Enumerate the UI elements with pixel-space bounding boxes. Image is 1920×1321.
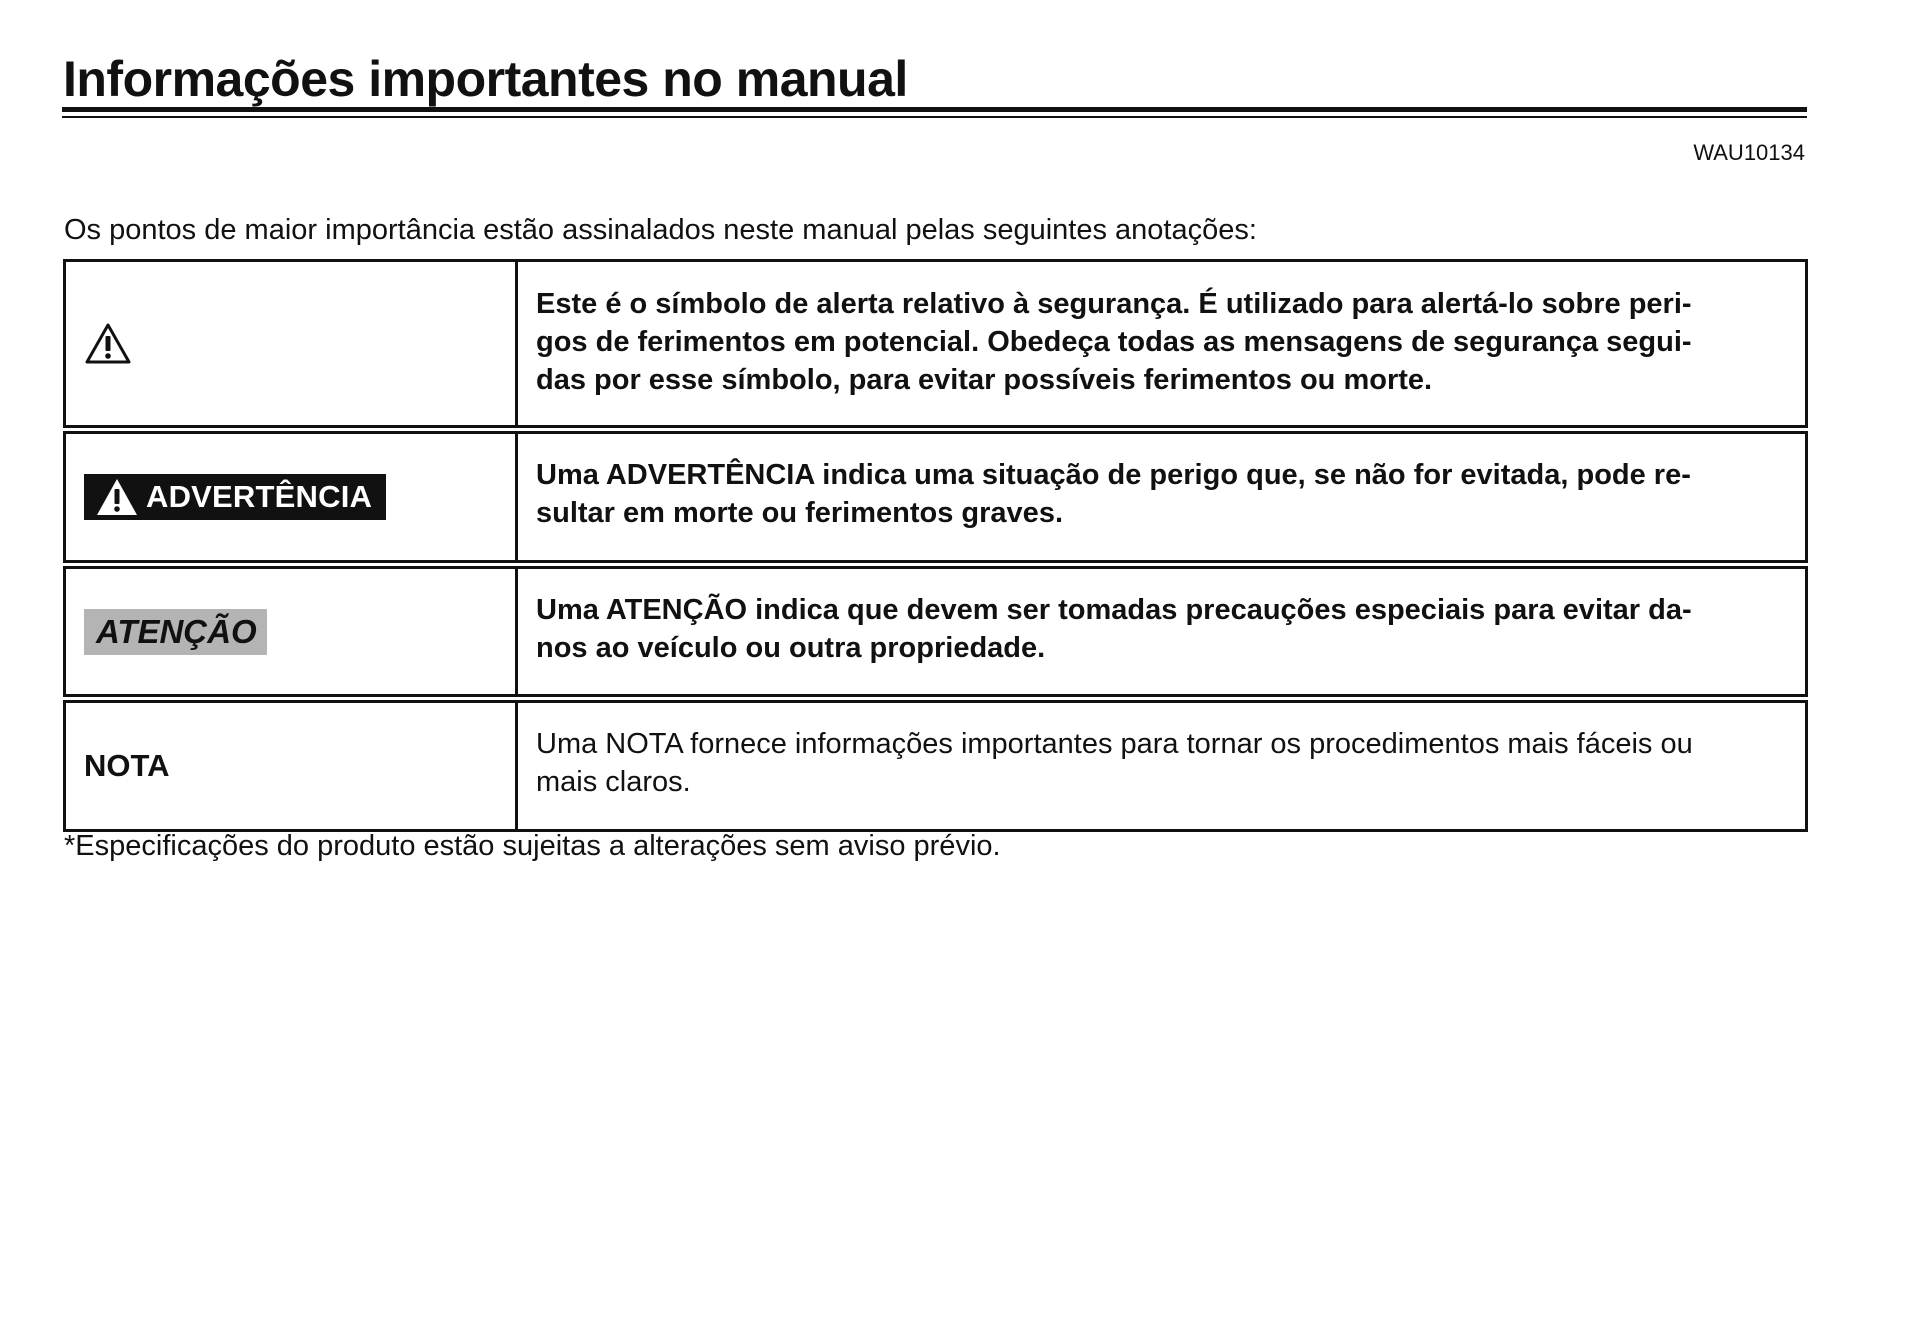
document-code: WAU10134 <box>1693 140 1805 165</box>
warning-badge <box>84 474 386 520</box>
notice-warning-line: sultar em morte ou ferimentos graves. <box>536 497 1063 529</box>
notice-note-line: mais claros. <box>536 766 691 798</box>
notice-caution <box>63 566 1808 697</box>
notice-safety-line: gos de ferimentos em potencial. Obedeça todas as mensagens de segurança segui- <box>536 326 1692 358</box>
notice-caution-symbol-cell <box>66 569 518 694</box>
notice-safety-line: das por esse símbolo, para evitar possíveis ferimentos ou morte. <box>536 364 1433 396</box>
notice-caution-description <box>518 569 1805 694</box>
notice-warning-line: Uma ADVERTÊNCIA indica uma situação de perigo que, se não for evitada, pode re- <box>536 459 1691 491</box>
notice-caution-line: nos ao veículo ou outra propriedade. <box>536 632 1046 664</box>
notice-safety-symbol <box>63 259 1808 428</box>
warning-triangle-icon <box>84 322 132 366</box>
notice-safety-symbol-cell <box>66 262 518 425</box>
intro-text: Os pontos de maior importância estão assinalados neste manual pelas seguintes anotações: <box>64 214 1257 246</box>
notice-safety-description <box>518 262 1805 425</box>
page-title: Informações importantes no manual <box>63 51 908 107</box>
notice-safety-line: Este é o símbolo de alerta relativo à segurança. É utilizado para alertá-lo sobre peri- <box>536 288 1692 320</box>
notice-warning <box>63 431 1808 563</box>
warning-triangle-icon <box>96 478 138 516</box>
warning-badge-label: ADVERTÊNCIA <box>146 479 373 514</box>
title-rule-thick <box>62 107 1807 112</box>
notice-warning-description <box>518 434 1805 560</box>
title-rule-thin <box>62 116 1807 118</box>
notice-note-symbol-cell <box>66 703 518 829</box>
notice-caution-line: Uma ATENÇÃO indica que devem ser tomadas precauções especiais para evitar da- <box>536 594 1692 626</box>
footnote: *Especificações do produto estão sujeitas a alterações sem aviso prévio. <box>64 830 1001 862</box>
notice-warning-symbol-cell <box>66 434 518 560</box>
notice-note <box>63 700 1808 832</box>
caution-badge: ATENÇÃO <box>84 609 267 655</box>
notice-note-line: Uma NOTA fornece informações importantes para tornar os procedimentos mais fáceis ou <box>536 728 1693 760</box>
notice-note-description <box>518 703 1805 829</box>
note-label: NOTA <box>84 748 170 783</box>
